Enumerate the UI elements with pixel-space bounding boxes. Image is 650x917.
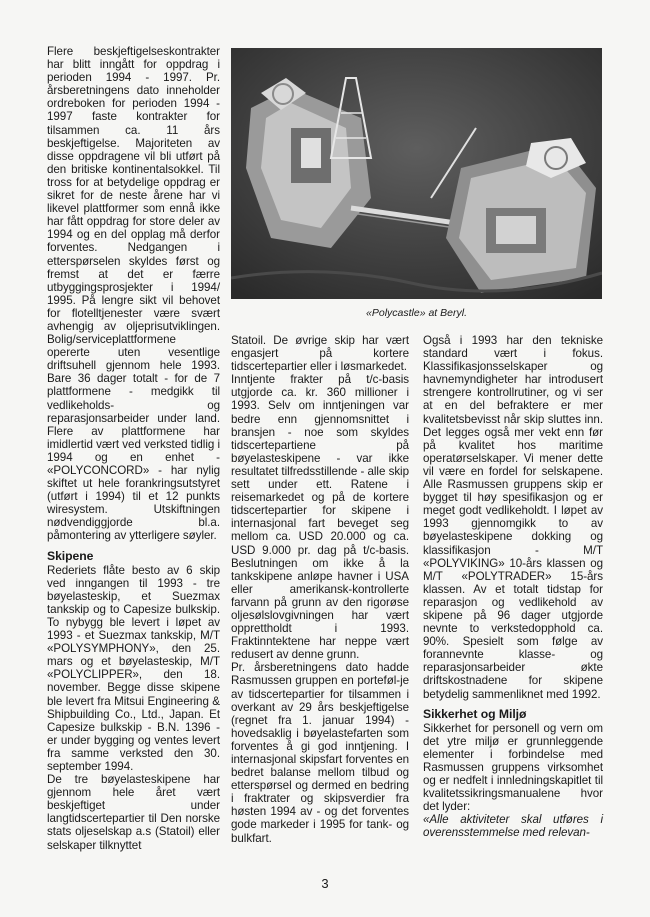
- page-number: 3: [321, 876, 329, 891]
- section-heading-ships: Skipene: [47, 548, 94, 563]
- text-column-left: [47, 45, 220, 852]
- paragraph-statoil: Statoil. De øvrige skip har vært engasjert på kortere tidscertepartier eller i løsmarkedet.: [231, 334, 409, 374]
- paragraph-safety: Sikkerhet for personell og vern om det ytre miljø er grunnleggende elementer i forbindelse med Rasmussen gruppens virksomhet og er nedfelt i innledningskapitlet til kvalitetssikringsmanualene hvor det lyder:: [423, 721, 603, 814]
- offshore-platform-image: [231, 48, 602, 299]
- paragraph-buoy-loaders: De tre bøyelasteskipene har gjennom hele året vært beskjeftiget under langtidscertepartier til Den norske stats oljeselskap a.s (Statoil) eller selskaper tilknyttet: [47, 773, 220, 852]
- text-column-right: [423, 334, 603, 839]
- section-heading-safety: Sikkerhet og Miljø: [423, 706, 527, 721]
- paragraph-technical-standard: Også i 1993 har den tekniske standard vært i fokus. Klassifikasjonsselskaper og havnemyndigheter har introdusert strengere kontrollrutiner, og vi ser at en del befraktere er mer kvalitetsbevisst når skip sluttes inn. Det legges også mer vekt enn før på kvalitet hos maritime operatørselskaper. Vi mener dette vil være en fordel for selskapene. Alle Rasmussen gruppens skip er bygget til høy spesifikasjon og er meget godt vedlikeholdt. I løpet av 1993 gjennomgikk to av bøyelasteskipene dokking og klassifikasjon - M/T «POLYVIKING» 10-års klassen og M/T «POLYTRADER» 15-års klassen. Av et totalt tidstap for reparasjon og vedlikehold av skipene på 96 dager utgjorde nevnte to verkstedopphold ca. 90%. Spesielt som følge av forannevnte klasse- og reparasjonsarbeider økte driftskostnadene for skipene betydelig sammenliknet med 1992.: [423, 334, 603, 701]
- text-column-middle: [231, 334, 409, 845]
- platform-photo: [231, 48, 602, 299]
- paragraph-portfolio: Pr. årsberetningens dato hadde Rasmussen gruppen en porteføl-je av tidscertepartier for tilsammen i overkant av 29 års beskjeftigelse (regnet fra 1. januar 1994) - hovedsaklig i bøyelastefarten som forventes å gi god inntjening. I internasjonal skipsfart forventes en bedret balanse mellom tilbud og etterspørsel og dermed en bedring i fraktrater og skipsverdier fra høsten 1994 av - og det forventes gode markeder i 1995 for tank- og bulkfart.: [231, 661, 409, 845]
- photo-caption: «Polycastle» at Beryl.: [366, 307, 467, 319]
- paragraph-freight-earnings: Inntjente frakter på t/c-basis utgjorde ca. kr. 360 millioner i 1993. Selv om inntjeningen var bedre enn gjennomsnittet i bransjen - noe som skyldes tidscertepartiene på bøyelasteskipene - var ikke resultatet tilfredsstillende - alle skip sett under ett. Ratene i reisemarkedet og på de kortere tidscertepartier for skipene i internasjonal fart beveget seg mellom ca. USD 20.000 og ca. USD 9.000 pr. dag på t/c-basis. Beslutningen om ikke å la tankskipene anløpe havner i USA eller amerikansk-kontrollerte farvann på grunn av den rigorøse oljesølslovgivningen har vært opprettholdt i 1993. Fraktinntektene har neppe vært redusert av denne grunn.: [231, 373, 409, 662]
- paragraph-fleet: Rederiets flåte besto av 6 skip ved inngangen til 1993 - tre bøyelasteskip, et Suezmax tankskip og to Capesize bulkskip. To nybygg ble levert i løpet av 1993 - et Suezmax tankskip, M/T «POLYSYMPHONY», den 25. mars og et bøyelasteskip, M/T «POLYCLIPPER», den 18. november. Begge disse skipene ble levert fra Mitsui Engineering & Shipbuilding Co., Ltd., Japan. Et Capesize bulkskip - B.N. 1396 - er under bygging og ventes levert fra samme verksted den 30. september 1994.: [47, 563, 220, 773]
- paragraph-quote: «Alle aktiviteter skal utføres i overensstemmelse med relevan-: [423, 813, 603, 840]
- paragraph-platforms: Flere beskjeftigelseskontrakter har blitt inngått for oppdrag i perioden 1994 - 1997. Pr. årsberetningens dato inneholder ordreboken for perioden 1994 - 1997 faste kontrakter for tilsammen ca. 11 års beskjeftigelse. Majoriteten av disse oppdragene vil bli utført på den britiske kontinentalsokkel. Til tross for at betydelige oppdrag er sikret for de neste årene har vi likevel plattformer som ennå ikke har fått oppdrag for store deler av 1994 og en del opplag må derfor forventes. Nedgangen i etterspørselen skyldes først og fremst at det er færre utbyggingsprosjekter i 1994/ 1995. På lengre sikt vil behovet for flotelltjenester være svært avhengig av oljeprisutviklingen. Bolig/serviceplattformene opererte uten vesentlige driftsuhell gjennom hele 1993. Bare 36 dager totalt - for de 7 plattformene - medgikk til vedlikeholds- og reparasjonsarbeider under land. Flere av plattformene har imidlertid vært ved verksted tidlig i 1994 og en enhet - «POLYCONCORD» - har nylig skiftet ut hele forankringsutstyret (utført i 1994) til et 12 punkts wiresystem. Utskiftningen nødvendiggjorde bl.a. påmontering av ytterligere søyler.: [47, 45, 220, 543]
